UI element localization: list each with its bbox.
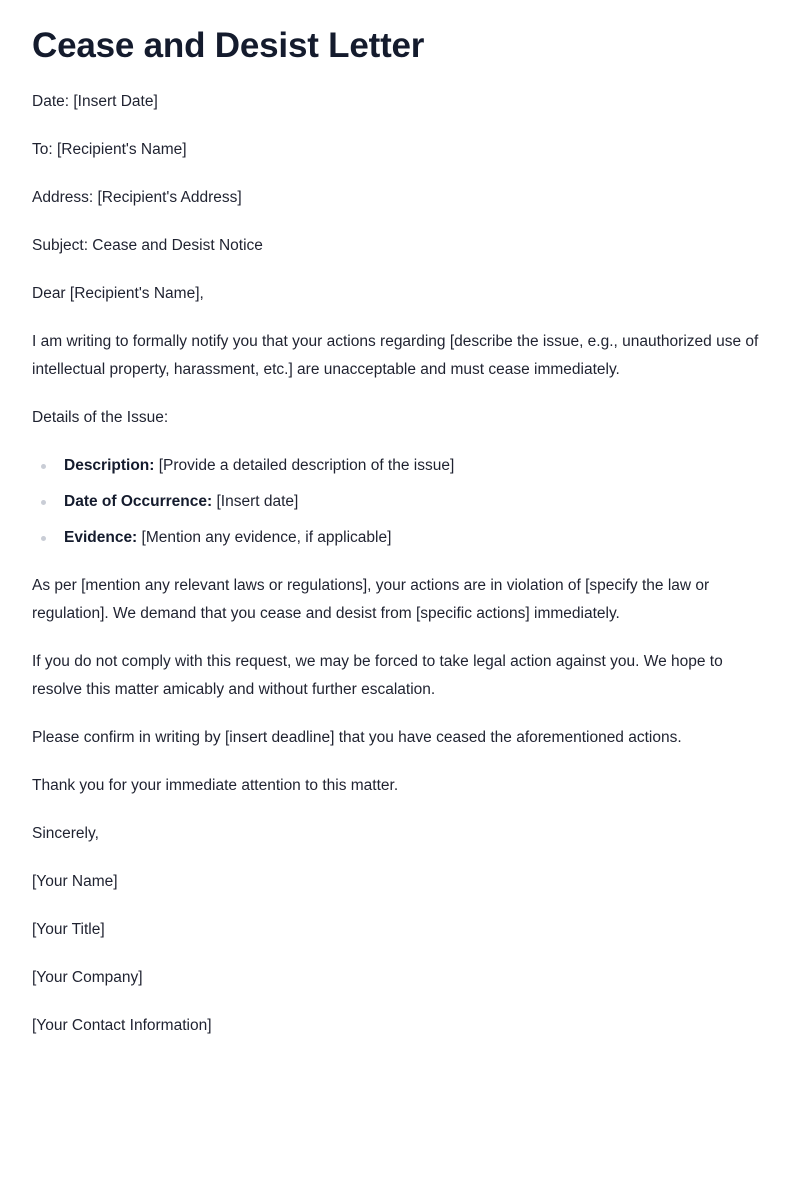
detail-label: Date of Occurrence: [64, 493, 213, 510]
signature-contact: [Your Contact Information] [32, 1017, 212, 1034]
bullet-icon [41, 464, 46, 469]
details-heading: Details of the Issue: [32, 409, 169, 426]
violation-paragraph: As per [mention any relevant laws or regulations], your actions are in violation of [specify the law or regulation]. We demand that you cease and desist from [specific actions] immediately. [32, 577, 710, 622]
warning-paragraph: If you do not comply with this request, we may be forced to take legal action against you. We hope to resolve this matter amicably and without further escalation. [32, 653, 723, 698]
confirm-paragraph: Please confirm in writing by [insert deadline] that you have ceased the aforementioned actions. [32, 729, 682, 746]
page-title: Cease and Desist Letter [32, 26, 425, 65]
detail-label: Evidence: [64, 529, 138, 546]
subject-line: Subject: Cease and Desist Notice [32, 237, 263, 254]
recipient-line: To: [Recipient's Name] [32, 141, 187, 158]
closing-line: Sincerely, [32, 825, 99, 842]
signature-name: [Your Name] [32, 873, 118, 890]
thanks-paragraph: Thank you for your immediate attention to this matter. [32, 777, 399, 794]
signature-title: [Your Title] [32, 921, 105, 938]
detail-text: [Insert date] [212, 493, 299, 510]
list-item [32, 524, 768, 552]
list-item [32, 488, 768, 516]
bullet-icon [41, 536, 46, 541]
salutation: Dear [Recipient's Name], [32, 285, 204, 302]
list-item [32, 452, 768, 480]
detail-text: [Mention any evidence, if applicable] [137, 529, 392, 546]
detail-label: Description: [64, 457, 155, 474]
intro-paragraph: I am writing to formally notify you that your actions regarding [describe the issue, e.g., unauthorized use of intellectual property, harassment, etc.] are unacceptable and must cease immediately. [32, 333, 759, 378]
letter-body [32, 88, 768, 1040]
address-line: Address: [Recipient's Address] [32, 189, 242, 206]
details-list [32, 452, 768, 552]
detail-text: [Provide a detailed description of the issue] [154, 457, 455, 474]
signature-company: [Your Company] [32, 969, 143, 986]
bullet-icon [41, 500, 46, 505]
date-line: Date: [Insert Date] [32, 93, 158, 110]
